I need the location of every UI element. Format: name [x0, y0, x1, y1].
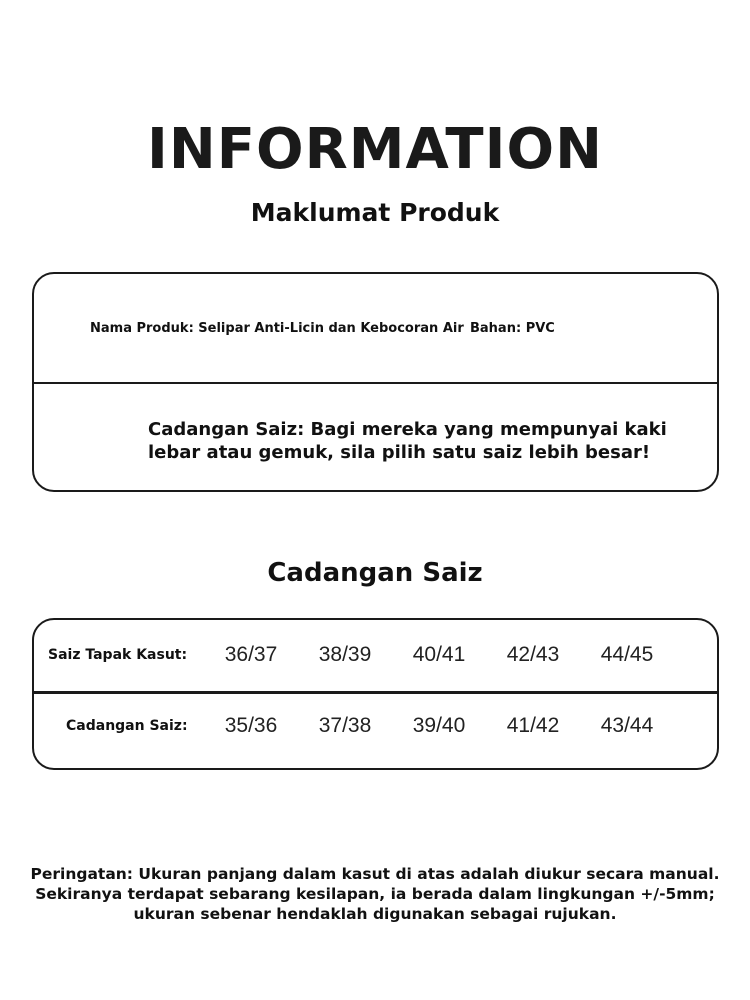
page-subtitle: Maklumat Produk — [250, 198, 500, 227]
size-cell: 44/45 — [600, 643, 654, 666]
size-cell: 38/39 — [318, 643, 372, 666]
product-info-row — [34, 274, 717, 384]
row-label-shoe-size: Saiz Tapak Kasut: — [48, 647, 188, 663]
size-cell: 40/41 — [412, 643, 466, 666]
table-row-recommended-size — [34, 695, 717, 769]
size-cell: 35/36 — [224, 714, 278, 737]
product-name: Nama Produk: Selipar Anti-Licin dan Kebocoran Air — [90, 321, 464, 336]
measurement-warning: Peringatan: Ukuran panjang dalam kasut di atas adalah diukur secara manual. Sekiranya terdapat sebarang kesilapan, ia berada dalam lingkungan +/-5mm; ukuran sebenar hendaklah digunakan sebagai rujukan. — [30, 865, 720, 923]
size-chart-table — [32, 618, 719, 770]
row-label-recommended-size: Cadangan Saiz: — [66, 718, 188, 734]
size-cell: 43/44 — [600, 714, 654, 737]
table-row-shoe-size — [34, 620, 717, 694]
size-chart-title: Cadangan Saiz — [267, 558, 483, 588]
product-material: Bahan: PVC — [470, 321, 555, 336]
size-cell: 36/37 — [224, 643, 278, 666]
size-cell: 41/42 — [506, 714, 560, 737]
size-cell: 37/38 — [318, 714, 372, 737]
size-advice-note: Cadangan Saiz: Bagi mereka yang mempunyai kaki lebar atau gemuk, sila pilih satu saiz lebih besar! — [148, 419, 667, 463]
size-cell: 42/43 — [506, 643, 560, 666]
product-info-box — [32, 272, 719, 492]
size-cell: 39/40 — [412, 714, 466, 737]
page-title: INFORMATION — [147, 117, 603, 182]
